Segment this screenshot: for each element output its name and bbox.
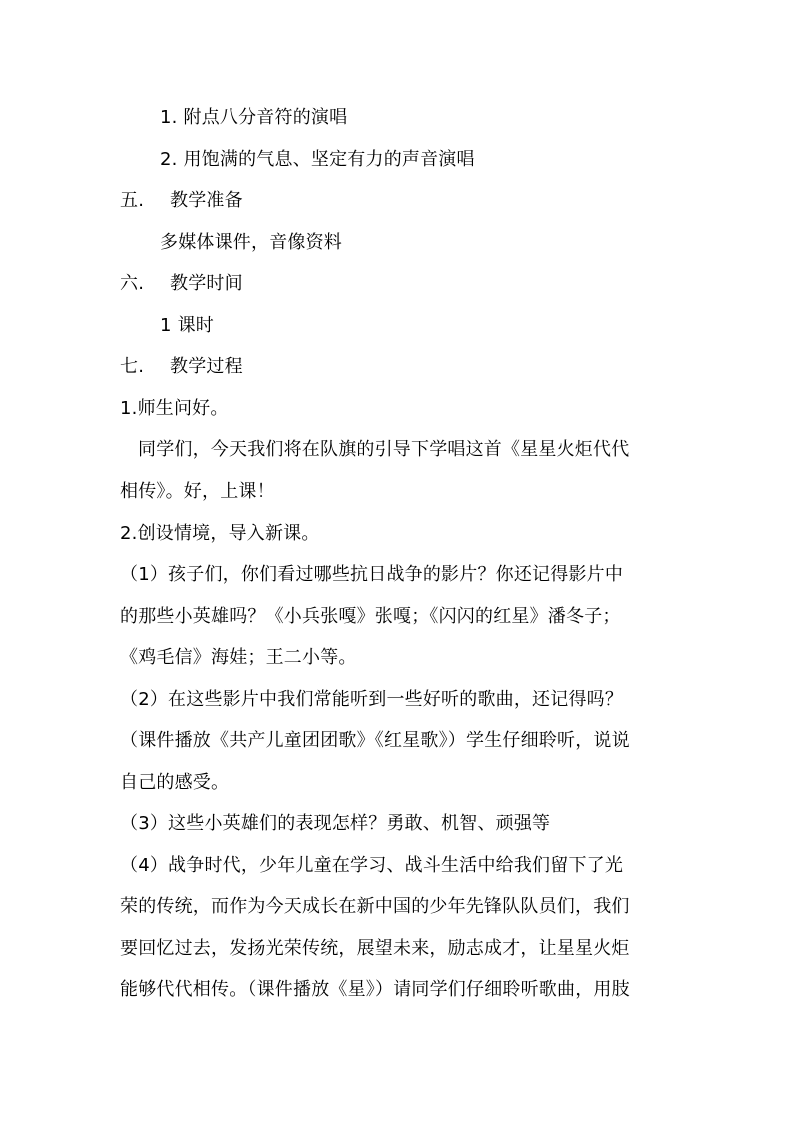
paragraph: 相传》。好，上课！ bbox=[120, 481, 275, 502]
paragraph: （4）战争时代，少年儿童在学习、战斗生活中给我们留下了光 bbox=[120, 855, 624, 876]
section-number: 六. bbox=[120, 273, 145, 294]
paragraph: 1.师生问好。 bbox=[120, 398, 229, 419]
section-heading bbox=[120, 272, 243, 296]
paragraph: （3）这些小英雄们的表现怎样？勇敢、机智、顽强等 bbox=[120, 813, 551, 834]
paragraph: （1）孩子们，你们看过哪些抗日战争的影片？你还记得影片中 bbox=[120, 564, 624, 585]
paragraph: 《鸡毛信》海娃；王二小等。 bbox=[120, 647, 357, 668]
paragraph: 的那些小英雄吗？《小兵张嘎》张嘎；《闪闪的红星》潘冬子； bbox=[120, 606, 621, 627]
paragraph: （课件播放《共产儿童团团歌》《红星歌》）学生仔细聆听，说说 bbox=[120, 730, 630, 751]
section-number: 五. bbox=[120, 190, 145, 211]
list-item: 1. 附点八分音符的演唱 bbox=[160, 107, 348, 128]
paragraph: 2.创设情境，导入新课。 bbox=[120, 523, 320, 544]
section-title: 教学准备 bbox=[170, 190, 243, 211]
paragraph: 荣的传统，而作为今天成长在新中国的少年先锋队队员们，我们 bbox=[120, 896, 630, 917]
paragraph: 要回忆过去，发扬光荣传统，展望未来，励志成才，让星星火炬 bbox=[120, 938, 630, 959]
section-heading bbox=[120, 189, 243, 213]
paragraph: 自己的感受。 bbox=[120, 772, 230, 793]
paragraph: 同学们，今天我们将在队旗的引导下学唱这首《星星火炬代代 bbox=[138, 439, 630, 460]
section-title: 教学过程 bbox=[170, 356, 243, 377]
paragraph: 能够代代相传。（课件播放《星》）请同学们仔细聆听歌曲，用肢 bbox=[120, 979, 630, 1000]
section-number: 七. bbox=[120, 356, 145, 377]
paragraph: 多媒体课件，音像资料 bbox=[160, 232, 342, 253]
paragraph: 1 课时 bbox=[160, 315, 214, 336]
section-title: 教学时间 bbox=[170, 273, 243, 294]
section-heading bbox=[120, 355, 243, 379]
paragraph: （2）在这些影片中我们常能听到一些好听的歌曲，还记得吗？ bbox=[120, 689, 624, 710]
list-item: 2. 用饱满的气息、坚定有力的声音演唱 bbox=[160, 149, 475, 170]
